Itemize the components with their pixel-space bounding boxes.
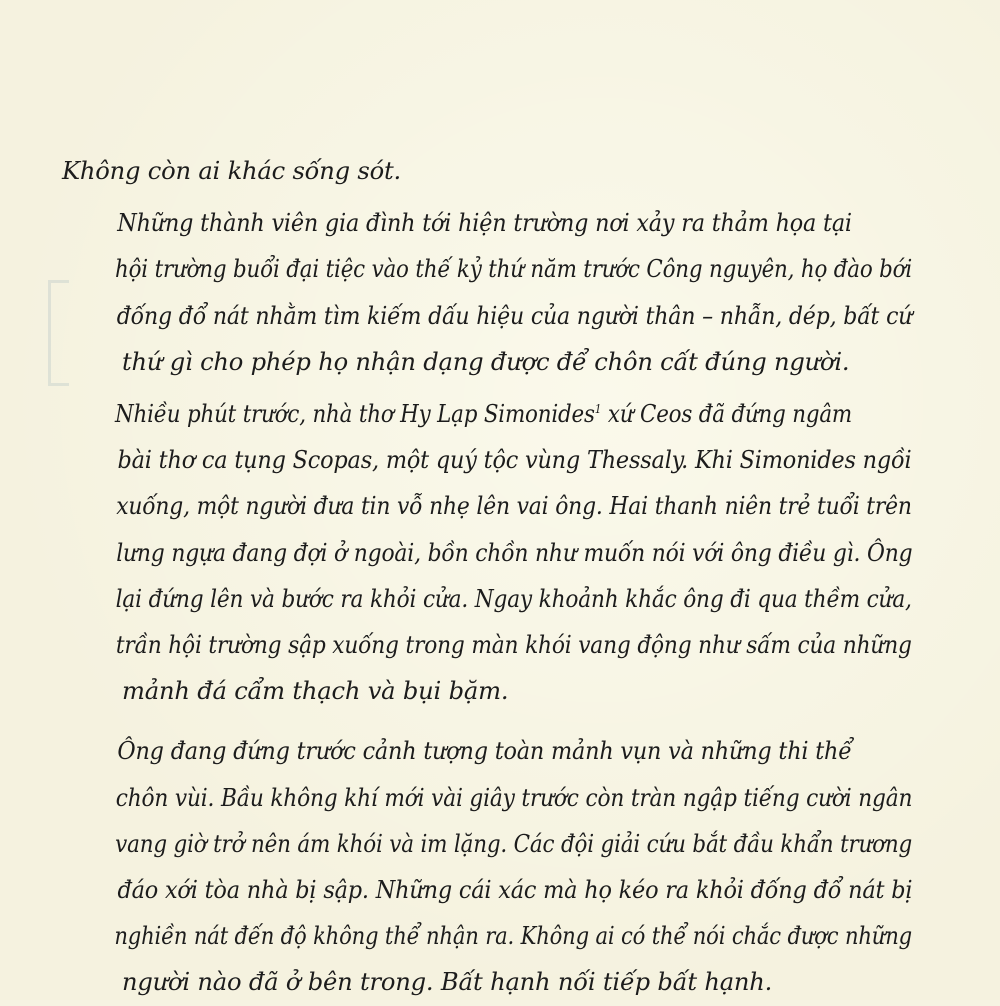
text-line: đống đổ nát nhằm tìm kiếm dấu hiệu của người thân – nhẫn, dép, bất cứ (116, 301, 913, 330)
paragraph-3 (62, 391, 912, 714)
text-line: người nào đã ở bên trong. Bất hạnh nối tiếp bất hạnh. (122, 968, 773, 997)
text-line: thứ gì cho phép họ nhận dạng được để chôn cất đúng người. (122, 347, 850, 376)
show-through-text-top (60, 6, 995, 40)
text-line: hội trường buổi đại tiệc vào thế kỷ thứ năm trước Công nguyên, họ đào bới (115, 255, 912, 284)
text-segment: xứ Ceos đã đứng ngâm (601, 400, 853, 429)
footnote-mark: 1 (594, 401, 602, 416)
text-line: mảnh đá cẩm thạch và bụi bặm. (122, 677, 509, 706)
text-line: Không còn ai khác sống sót. (62, 157, 402, 185)
text-line: chôn vùi. Bầu không khí mới vài giây trước còn tràn ngập tiếng cười ngân (115, 783, 913, 812)
text-line: bài thơ ca tụng Scopas, một quý tộc vùng Thessaly. Khi Simonides ngồi (117, 446, 912, 475)
paragraph-4 (62, 728, 912, 1005)
text-line: xuống, một người đưa tin vỗ nhẹ lên vai ông. Hai thanh niên trẻ tuổi trên (116, 492, 912, 521)
page-body (62, 148, 912, 1006)
text-line: Những thành viên gia đình tới hiện trường nơi xảy ra thảm họa tại (117, 209, 852, 238)
text-line: lại đứng lên và bước ra khỏi cửa. Ngay khoảnh khắc ông đi qua thềm cửa, (115, 584, 912, 613)
text-segment: Nhiều phút trước, nhà thơ Hy Lạp Simonides (115, 400, 595, 429)
text-line: đáo xới tòa nhà bị sập. Những cái xác mà họ kéo ra khỏi đống đổ nát bị (117, 876, 913, 905)
text-line: Ông đang đứng trước cảnh tượng toàn mảnh vụn và những thi thể (117, 737, 852, 766)
text-line: trần hội trường sập xuống trong màn khói vang động như sấm của những (115, 631, 912, 660)
text-line: vang giờ trở nên ám khói và im lặng. Các đội giải cứu bắt đầu khẩn trương (115, 829, 913, 858)
paragraph-1 (62, 148, 912, 194)
text-line-with-footnote (62, 391, 853, 437)
text-line: lưng ngựa đang đợi ở ngoài, bồn chồn như muốn nói với ông điều gì. Ông (116, 538, 913, 567)
text-line: nghiền nát đến độ không thể nhận ra. Không ai có thể nói chắc được những (114, 922, 912, 951)
paragraph-2 (62, 200, 912, 385)
